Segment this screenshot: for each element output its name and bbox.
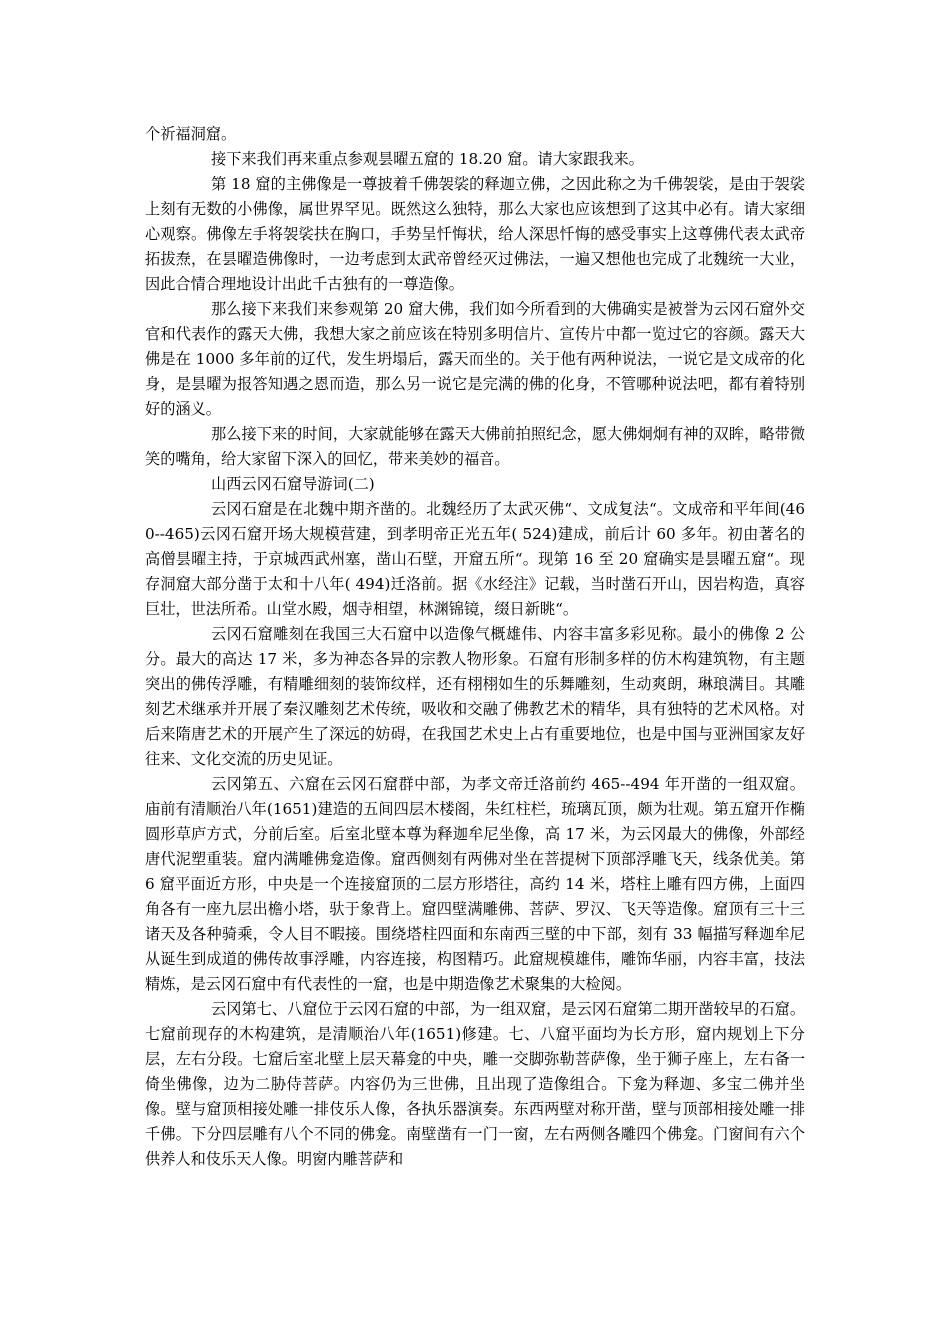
paragraph: 云冈石窟雕刻在我国三大石窟中以造像气概雄伟、内容丰富多彩见称。最小的佛像 2 公分。最大的高达 17 米，多为神态各异的宗教人物形象。石窟有形制多样的仿木构建筑物，有主题突出的佛传浮雕，有精雕细刻的装饰纹样，还有栩栩如生的乐舞雕刻，生动爽朗，琳琅满目。其雕刻艺术继承并开展了秦汉雕刻艺术传统，吸收和交融了佛教艺术的精华，具有独特的艺术风格。对后来隋唐艺术的开展产生了深远的妨碍，在我国艺术史上占有重要地位，也是中国与亚洲国家友好往来、文化交流的历史见证。 xyxy=(145,625,805,768)
section-heading: 山西云冈石窟导游词(二) xyxy=(211,475,375,493)
paragraph: 云冈第七、八窟位于云冈石窟的中部，为一组双窟，是云冈石窟第二期开凿较早的石窟。七窟前现存的木构建筑，是清顺治八年(1651)修建。七、八窟平面均为长方形，窟内规划上下分层，左右分段。七窟后室北壁上层天幕龛的中央，雕一交脚弥勒菩萨像，坐于狮子座上，左右备一倚坐佛像，边为二胁侍菩萨。内容仍为三世佛，且出现了造像组合。下龛为释迦、多宝二佛并坐像。壁与窟顶相接处雕一排伎乐人像，各执乐器演奏。东西两壁对称开凿，壁与顶部相接处雕一排千佛。下分四层雕有八个不同的佛龛。南壁凿有一门一窗，左右两侧各雕四个佛龛。门窗间有六个供养人和伎乐天人像。明窗内雕菩萨和 xyxy=(145,1000,805,1168)
paragraph: 那么接下来的时间，大家就能够在露天大佛前拍照纪念，愿大佛炯炯有神的双眸，略带微笑的嘴角，给大家留下深入的回忆，带来美妙的福音。 xyxy=(145,425,805,468)
paragraph: 云冈第五、六窟在云冈石窟群中部，为孝文帝迁洛前约 465--494 年开凿的一组双窟。庙前有清顺治八年(1651)建造的五间四层木楼阁，朱红柱栏，琉璃瓦顶，颇为壮观。第五窟开作椭圆形草庐方式，分前后室。后室北壁本尊为释迦牟尼坐像，高 17 米，为云冈最大的佛像，外部经唐代泥塑重装。窟内满雕佛龛造像。窟西侧刻有两佛对坐在菩提树下顶部浮雕飞天，线条优美。第 6 窟平面近方形，中央是一个连接窟顶的二层方形塔往，高约 14 米，塔柱上雕有四方佛，上面四角各有一座九层出檐小塔，驮于象背上。窟四壁满雕佛、菩萨、罗汉、飞天等造像。窟顶有三十三诸天及各种骑乘，令人目不暇接。围绕塔柱四面和东南西三壁的中下部，刻有 33 幅描写释迦牟尼从诞生到成道的佛传故事浮雕，内容连接，构图精巧。此窟规模雄伟，雕饰华丽，内容丰富，技法精炼，是云冈石窟中有代表性的一窟，也是中期造像艺术聚集的大检阅。 xyxy=(145,775,805,993)
paragraph: 第 18 窟的主佛像是一尊披着千佛袈裟的释迦立佛，之因此称之为千佛袈裟，是由于袈裟上刻有无数的小佛像，属世界罕见。既然这么独特，那么大家也应该想到了这其中必有。请大家细心观察。佛像左手将袈裟扶在胸口，手势呈忏悔状，给人深思忏悔的感受事实上这尊佛代表太武帝拓拔焘，在昙曜造佛像时，一边考虑到太武帝曾经灭过佛法，一遍又想他也完成了北魏统一大业，因此合情合理地设计出此千古独有的一尊造像。 xyxy=(145,175,805,293)
paragraph: 接下来我们再来重点参观昙曜五窟的 18.20 窟。请大家跟我来。 xyxy=(211,150,644,168)
paragraph: 个祈福洞窟。 xyxy=(145,125,237,143)
document-body xyxy=(145,122,805,1172)
paragraph: 那么接下来我们来参观第 20 窟大佛，我们如今所看到的大佛确实是被誉为云冈石窟外交官和代表作的露天大佛，我想大家之前应该在特别多明信片、宣传片中都一览过它的容颜。露天大佛是在 1000 多年前的辽代，发生坍塌后，露天而坐的。关于他有两种说法，一说它是文成帝的化身，是昙曜为报答知遇之恩而造，那么另一说它是完满的佛的化身，不管哪种说法吧，都有着特别好的涵义。 xyxy=(145,300,805,418)
paragraph: 云冈石窟是在北魏中期齐凿的。北魏经历了太武灭佛“、文成复法“。文成帝和平年间(460--465)云冈石窟开场大规模营建，到孝明帝正光五年( 524)建成，前后计 60 多年。初由著名的高僧昙曜主持，于京城西武州塞，凿山石壁，开窟五所“。现第 16 至 20 窟确实是昙曜五窟“。现存洞窟大部分凿于太和十八年( 494)迁洛前。据《水经注》记载，当时凿石开山，因岩构造，真容巨壮，世法所希。山堂水殿，烟寺相望，林渊锦镜，缀日新眺“。 xyxy=(145,500,805,618)
